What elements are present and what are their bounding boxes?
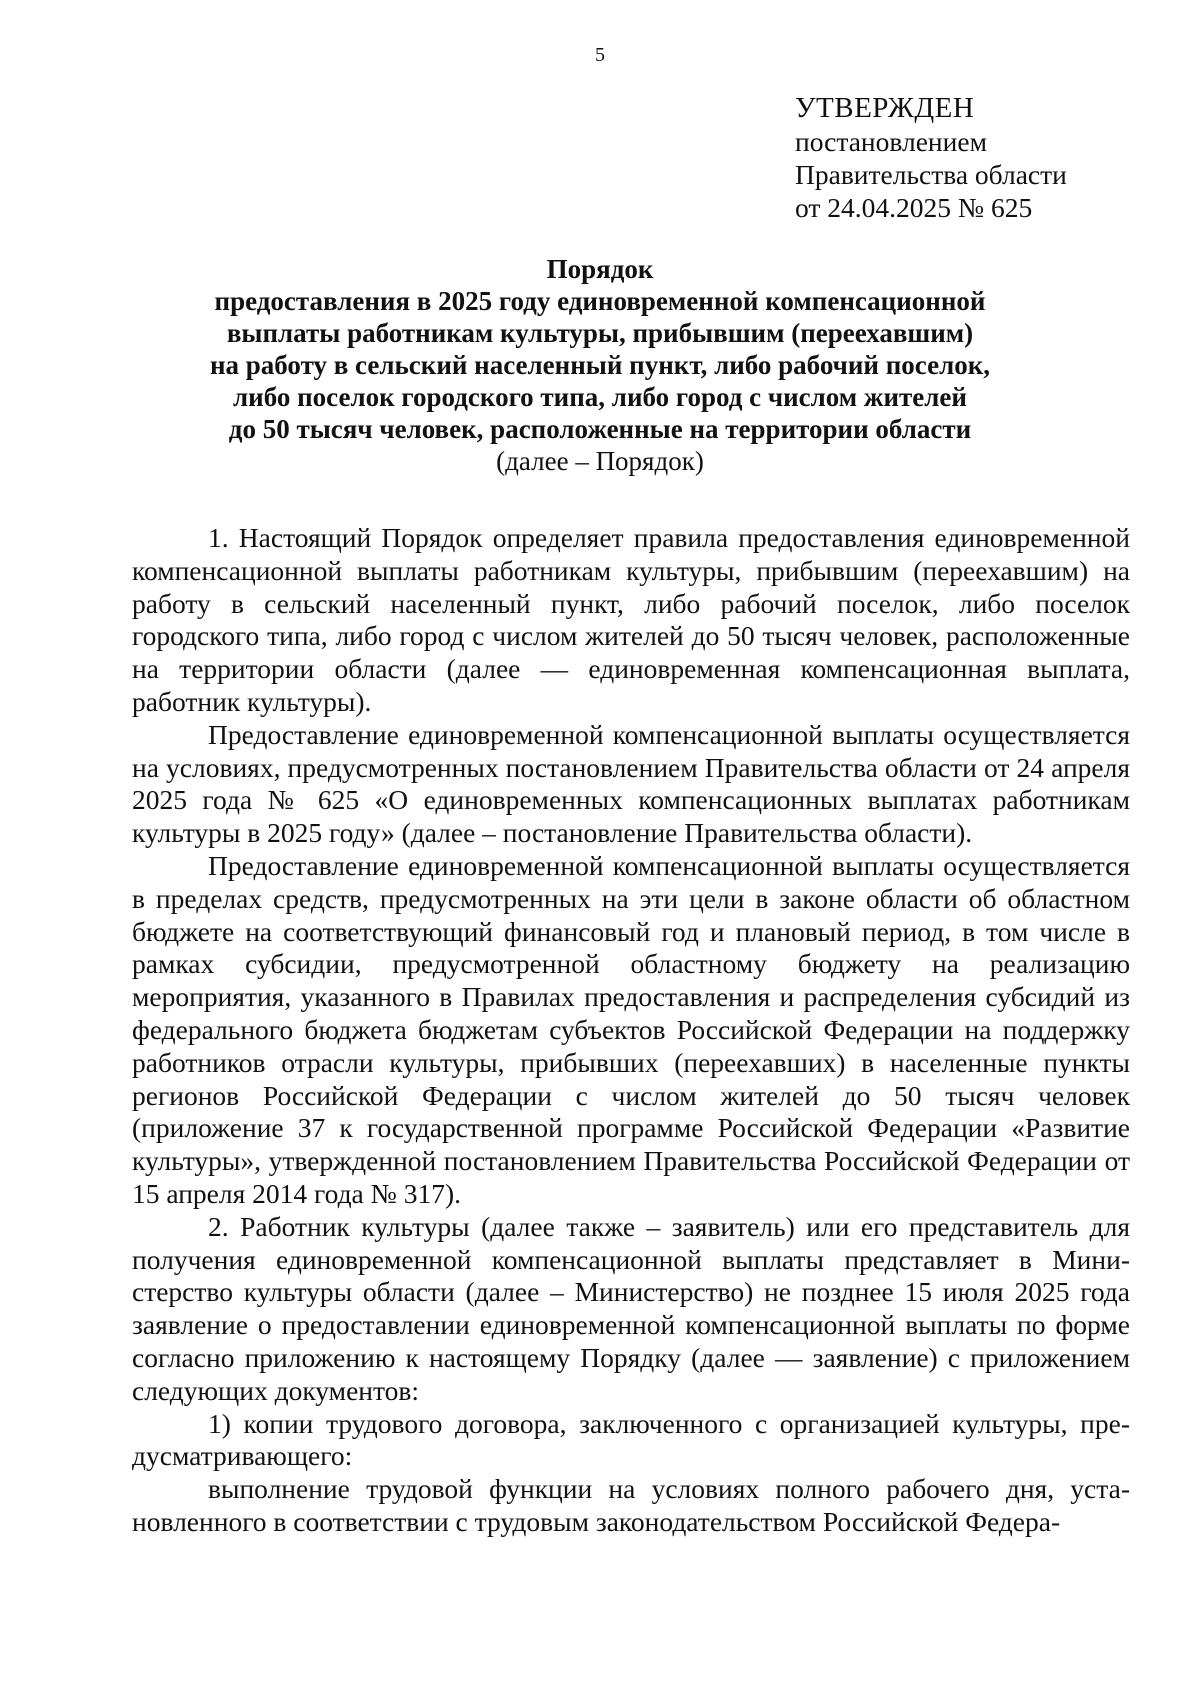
approval-title: УТВЕРЖДЕН [795,92,975,124]
title-line: либо поселок городского типа, либо город с числом жителей [233,382,967,412]
paragraph: 2. Работник культуры (далее также – заявитель) или его представитель для получения единовременной компенсационной выплаты представляет в Министерство культуры области (далее – Министерство) не позднее 15 июля 2025 года заявление о предоставлении единовременной компенсационной выплаты по форме согласно приложению к настоящему Порядку (далее — заявление) с приложением следующих документов: [132,1210,1130,1406]
approval-line: постановлением [795,126,987,157]
paragraph: 1. Настоящий Порядок определяет правила предоставления единовременной компенсационной выплаты работникам культуры, прибывшим (переехавшим) на работу в сельский населенный пункт, либо рабочий поселок, либо поселок городского типа, либо город с числом жителей до 50 тысяч человек, расположенные на территории области (далее — единовременная компенсационная выплата, работник культуры). [132,522,1130,717]
paragraph: 1) копии трудового договора, заключенного с организацией культуры, предусматривающего: [132,1407,1130,1472]
page-number: 5 [595,44,605,66]
paragraph: выполнение трудовой функции на условиях полного рабочего дня, установленного в соответствии с трудовым законодательством Российской Федера- [132,1473,1130,1537]
approval-line: Правительства области [795,159,1067,190]
title-subtitle: (далее – Порядок) [496,446,704,476]
title-line: предоставления в 2025 году единовременной компенсационной [214,286,986,316]
document-title [170,253,1030,477]
document-body [132,522,1130,1539]
title-line: до 50 тысяч человек, расположенные на территории области [228,414,972,444]
approval-stamp [795,92,1067,224]
paragraph: Предоставление единовременной компенсационной выплаты осуществляется в пределах средств, предусмотренных на эти цели в законе области об областном бюджете на соответствующий финансовый год и плановый период, в том числе в рамках субсидии, предусмотренной областному бюджету на реализацию мероприятия, указанного в Правилах предоставления и распределения субсидий из федерального бюджета бюджетам субъектов Российской Федерации на поддержку работников отрасли культуры, прибывших (переехавших) в населенные пункты регионов Российской Федерации с числом жителей до 50 тысяч человек (приложение 37 к государственной программе Российской Федерации «Развитие культуры», утвержденной постановлением Правительства Российской Федерации от 15 апреля 2014 года № 317). [132,849,1130,1209]
paragraph: Предоставление единовременной компенсационной выплаты осуществляется на условиях, предусмотренных постановлением Правительства области от 24 апреля 2025 года № 625 «О единовременных компенсационных выплатах работникам культуры в 2025 году» (далее – постановление Правительства области). [132,718,1130,849]
title-line: выплаты работникам культуры, прибывшим (переехавшим) [226,318,974,348]
title-line: Порядок [546,254,654,284]
title-line: на работу в сельский населенный пункт, либо рабочий поселок, [209,350,991,380]
approval-line: от 24.04.2025 № 625 [795,192,1033,223]
